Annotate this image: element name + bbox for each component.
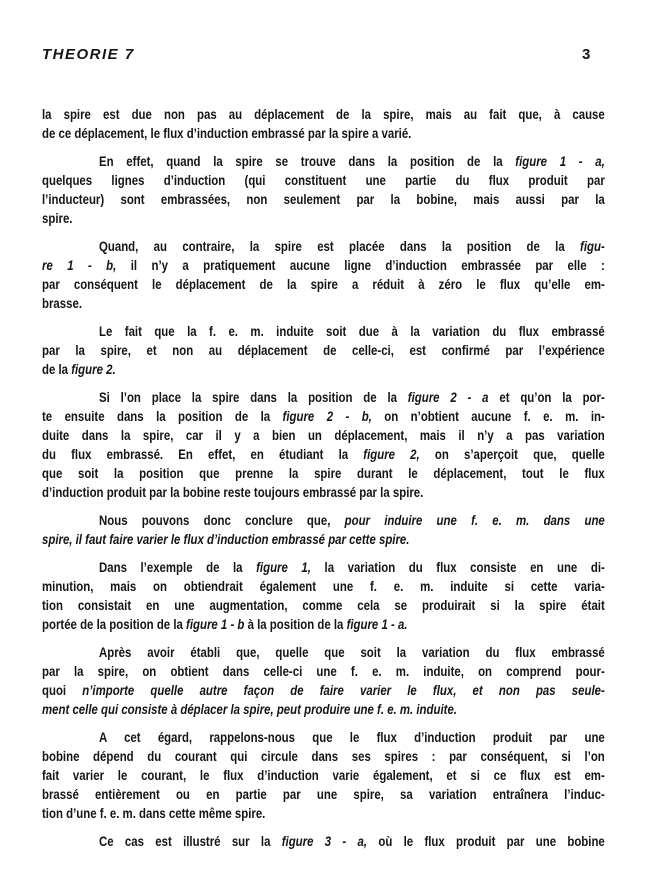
- text-run: l’inducteur) sont embrassées, non seulement par la bobine, mais aussi par la: [42, 192, 605, 207]
- text-run: par la spire, et non au déplacement de celle-ci, est confirmé par l’expérience: [42, 343, 605, 358]
- text-line: [99, 153, 605, 170]
- text-line: [42, 748, 605, 765]
- text-run: de ce déplacement, le flux d’induction embrassé par la spire a varié.: [42, 126, 412, 141]
- text-run: Dans l’exemple de la: [99, 560, 257, 575]
- text-run: En effet, quand la spire se trouve dans la position de la: [99, 154, 516, 169]
- emphasis-text: spire, il faut faire varier le flux d’induction embrassé par cette spire.: [42, 532, 410, 547]
- text-line: [42, 361, 605, 378]
- text-line: [99, 559, 605, 576]
- text-line: [42, 701, 605, 718]
- text-line: [42, 191, 605, 208]
- text-run: minution, mais on obtiendrait également une f. e. m. induite si cette varia-: [42, 579, 605, 594]
- text-run: du flux embrassé. En effet, en étudiant la: [42, 447, 364, 462]
- text-line: [42, 805, 605, 822]
- text-line: [99, 644, 605, 661]
- text-run: il n’y a pratiquement aucune ligne d’induction embrassée par elle :: [116, 258, 605, 273]
- text-run: brassé entièrement ou en partie par une spire, sa variation entraînera l’induc-: [42, 787, 605, 802]
- text-run: Nous pouvons donc conclure que,: [99, 513, 345, 528]
- text-run: à la position de la: [244, 617, 347, 632]
- emphasis-text: figure 1,: [256, 560, 311, 575]
- emphasis-text: pour induire une f. e. m. dans une: [344, 513, 605, 528]
- text-line: [42, 257, 605, 274]
- emphasis-text: re 1 - b,: [42, 258, 117, 273]
- text-run: que soit la position que prenne la spire durant le déplacement, tout le flux: [42, 466, 605, 481]
- text-line: [42, 531, 605, 548]
- text-run: bobine dépend du courant qui circule dans ses spires : par conséquent, si l’on: [42, 749, 605, 764]
- running-header-title: THEORIE 7: [42, 46, 135, 63]
- text-run: portée de la position de la: [42, 617, 187, 632]
- text-run: quelques lignes d’induction (qui constituent une partie du flux produit par: [42, 173, 605, 188]
- text-line: [99, 323, 605, 340]
- text-line: [42, 597, 605, 614]
- text-run: Le fait que la f. e. m. induite soit due à la variation du flux embrassé: [99, 324, 605, 339]
- text-line: [42, 408, 605, 425]
- emphasis-text: figure 1 - b: [186, 617, 245, 632]
- text-run: brasse.: [42, 296, 83, 311]
- text-line: [42, 446, 605, 463]
- text-run: fait varier le courant, le flux d’induction varie également, et si ce flux est em-: [42, 768, 605, 783]
- text-line: [99, 512, 605, 529]
- emphasis-text: figure 2 - a: [407, 390, 489, 405]
- text-run: A cet égard, rappelons-nous que le flux d’induction produit par une: [99, 730, 605, 745]
- text-run: Ce cas est illustré sur la: [99, 834, 282, 849]
- text-run: tion consistait en une augmentation, comme cela se produirait si la spire était: [42, 598, 605, 613]
- emphasis-text: figure 3 - a,: [281, 834, 368, 849]
- text-line: [42, 465, 605, 482]
- emphasis-text: figure 2 - b,: [282, 409, 372, 424]
- emphasis-text: figure 2.: [71, 362, 116, 377]
- text-run: on n’obtient aucune f. e. m. in-: [371, 409, 605, 424]
- emphasis-text: n’importe quelle autre façon de faire varier le flux, et non pas seule-: [82, 683, 605, 698]
- emphasis-text: figure 2,: [363, 447, 420, 462]
- text-run: spire.: [42, 211, 73, 226]
- text-run: de la: [42, 362, 72, 377]
- text-run: la variation du flux consiste en une di-: [310, 560, 605, 575]
- text-line: [99, 389, 605, 406]
- text-run: où le flux produit par une bobine: [367, 834, 605, 849]
- text-run: on s’aperçoit que, quelle: [419, 447, 605, 462]
- text-line: [42, 767, 605, 784]
- text-run: Quand, au contraire, la spire est placée dans la position de la: [99, 239, 581, 254]
- emphasis-text: ment celle qui consiste à déplacer la spire, peut produire une f. e. m. induite.: [42, 702, 457, 717]
- text-run: par conséquent le déplacement de la spire a réduit à zéro le flux qu’elle em-: [42, 277, 605, 292]
- text-run: duite dans la spire, car il y a bien un déplacement, mais il n’y a pas variation: [42, 428, 605, 443]
- text-line: [42, 210, 605, 227]
- text-line: [42, 342, 605, 359]
- text-line: [42, 276, 605, 293]
- text-run: tion d’une f. e. m. dans cette même spire.: [42, 806, 266, 821]
- text-line: [99, 729, 605, 746]
- text-run: te ensuite dans la position de la: [42, 409, 283, 424]
- text-line: [42, 106, 605, 123]
- text-line: [42, 172, 605, 189]
- emphasis-text: figu-: [580, 239, 605, 254]
- text-run: quoi: [42, 683, 83, 698]
- text-line: [42, 484, 605, 501]
- text-run: d’induction produit par la bobine reste toujours embrassé par la spire.: [42, 485, 424, 500]
- text-run: Si l’on place la spire dans la position de la: [99, 390, 408, 405]
- text-run: par la spire, on obtient dans celle-ci une f. e. m. induite, on comprend pour-: [42, 664, 605, 679]
- text-line: [42, 663, 605, 680]
- text-line: [99, 238, 605, 255]
- text-line: [99, 833, 605, 850]
- page-number: 3: [582, 46, 592, 63]
- text-line: [42, 295, 605, 312]
- text-line: [42, 578, 605, 595]
- text-line: [42, 786, 605, 803]
- text-run: la spire est due non pas au déplacement de la spire, mais au fait que, à cause: [42, 107, 605, 122]
- text-run: Après avoir établi que, quelle que soit la variation du flux embrassé: [99, 645, 605, 660]
- text-line: [42, 427, 605, 444]
- text-line: [42, 682, 605, 699]
- emphasis-text: figure 1 - a,: [515, 154, 605, 169]
- emphasis-text: figure 1 - a.: [346, 617, 408, 632]
- text-line: [42, 125, 605, 142]
- text-run: et qu’on la por-: [488, 390, 605, 405]
- text-line: [42, 616, 605, 633]
